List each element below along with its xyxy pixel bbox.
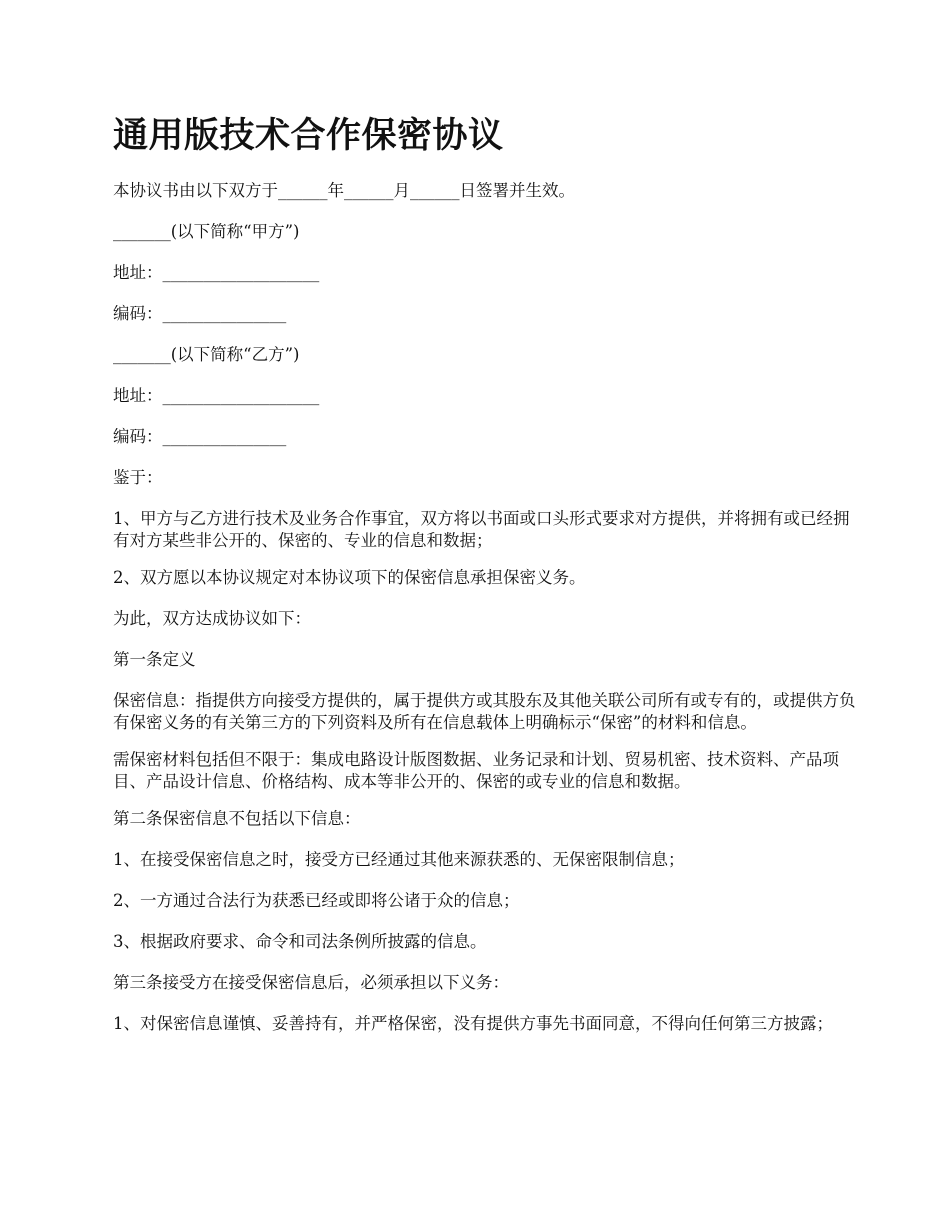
article-2-item-1: 1、在接受保密信息之时，接受方已经通过其他来源获悉的、无保密限制信息；	[113, 850, 685, 869]
party-a-address: 地址：___________________	[113, 263, 320, 282]
document-title: 通用版技术合作保密协议	[113, 116, 504, 156]
document-page	[113, 112, 858, 1050]
party-b-name: _______(以下简称“乙方”)	[113, 345, 300, 364]
party-a-postcode: 编码：_______________	[113, 304, 287, 323]
article-3-heading: 第三条接受方在接受保密信息后，必须承担以下义务：	[113, 973, 509, 992]
whereas-heading: 鉴于：	[113, 468, 163, 487]
party-a-name: _______(以下简称“甲方”)	[113, 222, 300, 241]
article-3-item-1: 1、对保密信息谨慎、妥善持有，并严格保密，没有提供方事先书面同意，不得向任何第三方披露；	[113, 1014, 833, 1033]
intro-paragraph: 本协议书由以下双方于______年______月______日签署并生效。	[113, 181, 575, 200]
party-b-postcode: 编码：_______________	[113, 427, 287, 446]
article-2-item-2: 2、一方通过合法行为获悉已经或即将公诸于众的信息；	[113, 891, 520, 910]
party-b-address: 地址：___________________	[113, 386, 320, 405]
article-2-heading: 第二条保密信息不包括以下信息：	[113, 809, 361, 828]
whereas-item-2: 2、双方愿以本协议规定对本协议项下的保密信息承担保密义务。	[113, 568, 586, 587]
article-1-heading: 第一条定义	[113, 650, 196, 669]
article-1-materials: 需保密材料包括但不限于：集成电路设计版图数据、业务记录和计划、贸易机密、技术资料、产品项目、产品设计信息、价格结构、成本等非公开的、保密的或专业的信息和数据。	[113, 750, 839, 791]
article-1-definition: 保密信息：指提供方向接受方提供的，属于提供方或其股东及其他关联公司所有或专有的，或提供方负有保密义务的有关第三方的下列资料及所有在信息载体上明确标示“保密”的材料和信息。	[113, 691, 856, 732]
article-2-item-3: 3、根据政府要求、命令和司法条例所披露的信息。	[113, 932, 487, 951]
whereas-item-1: 1、甲方与乙方进行技术及业务合作事宜，双方将以书面或口头形式要求对方提供，并将拥有或已经拥有对方某些非公开的、保密的、专业的信息和数据；	[113, 509, 850, 550]
agreement-intro: 为此，双方达成协议如下：	[113, 609, 311, 628]
